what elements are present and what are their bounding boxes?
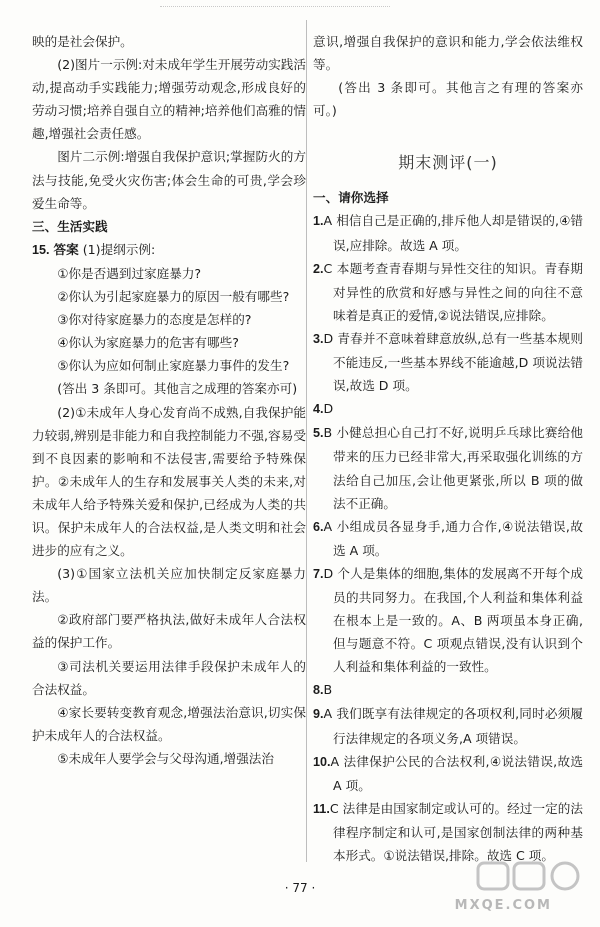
answer-note: (答出 3 条即可。其他言之有理的答案亦可。) [313,80,583,119]
answer-number: 2. [313,261,324,276]
outline-item: ③你对待家庭暴力的态度是怎样的? [57,312,252,328]
page-number: · 77 · [284,881,316,895]
answer-item [313,562,583,678]
answer-number: 9. [313,707,324,722]
answer-letter: D [323,565,334,581]
picture-one-example: (2)图片一示例:对未成年学生开展劳动实践活动,提高动手实践能力;增强劳动观念,形成良好的劳动习惯;培养自强自立的精神;培养他们高雅的情趣,增强社会责任感。 [32,57,306,142]
answer-part-2: (2)①未成年人身心发育尚不成熟,自我保护能力较弱,辨别是非能力和自我控制能力不强,容易受到不良因素的影响和不法侵害,需要给予特殊保护。②未成年人的生存和发展事关人类的未来,对未成年人给予特殊关爱和保护,已经成为人类的共识。保护未成年人的合法权益,是人类文明和社会进步的应有之义。 [32,404,306,559]
answer-explanation: 个人是集体的细胞,集体的发展离不开每个成员的共同努力。在我国,个人利益和集体利益在根本上是一致的。A、B 两项虽本身正确,但与题意不符。C 项观点错误,没有认识到个人利益和集体利益的一致性。 [333,565,583,675]
answer-explanation: 青春并不意味着肆意放纵,总有一些基本规则不能违反,一些基本界线不能逾越,D 项说法错误,故选 D 项。 [333,330,583,394]
answer-explanation: 法律是由国家制定或认可的。经过一定的法律程序制定和认可,是国家创制法律的两种基本形式。①说法错误,排除。故选 C 项。 [333,800,583,863]
answer-number: 5. [313,426,324,441]
answer-explanation: 相信自己是正确的,排斥他人却是错误的,④错误,应排除。故选 A 项。 [333,213,583,253]
picture-two-example: 图片二示例:增强自我保护意识;掌握防火的方法与技能,免受火灾伤害;体会生命的可贵,学会珍爱生命等。 [32,149,306,211]
answer-explanation: 我们既享有法律规定的各项权利,同时必须履行法律规定的各项义务,A 项错误。 [333,706,583,746]
outline-item: ⑤你认为应如何制止家庭暴力事件的发生? [57,358,290,374]
answer-number: 11. [313,801,330,816]
answer-letter: B [323,682,333,698]
section-heading-choice: 一、请你选择 [313,190,389,206]
answer-explanation: 小组成员各显身手,通力合作,④说法错误,故选 A 项。 [333,518,583,558]
answer-part-3: (3)①国家立法机关应加快制定反家庭暴力法。 [32,566,306,605]
answer-number: 4. [313,402,324,417]
answer-item [313,397,583,421]
text-line: 意识,增强自我保护的意识和能力,学会依法维权等。 [313,34,583,73]
answer-label: 答案 [53,241,79,257]
answer-item [313,515,583,562]
top-page-edge [160,0,390,7]
section-heading-life-practice: 三、生活实践 [32,218,108,234]
answer-letter: A [323,518,333,534]
answer-letter: C [323,260,333,276]
answer-item [313,678,583,702]
answer-number: 3. [313,331,324,346]
answer-list [313,209,583,867]
answer-item [313,750,583,797]
answer-part-3-item: ⑤未成年人要学会与父母沟通,增强法治 [57,750,274,766]
watermark-text: MXQE.COM [454,898,552,913]
answer-explanation: 本题考查青春期与异性交往的知识。青春期对异性的欣赏和好感与异性之间的向往不意味着是真正的爱情,②说法错误,应排除。 [333,260,584,323]
answer-item [313,702,583,749]
answer-text: (1)提纲示例: [82,241,156,257]
answer-letter: B [323,425,333,441]
answer-number: 1. [313,214,324,229]
answer-number: 8. [313,683,324,698]
answer-note: (答出 3 条即可。其他言之成理的答案亦可) [57,381,298,397]
answer-item [313,327,583,397]
answer-letter: A [323,213,333,229]
watermark-logo [454,857,588,919]
answer-letter: D [323,401,334,417]
question-number: 15. [32,242,50,257]
answer-part-3-item: ②政府部门要严格执法,做好未成年人合法权益的保护工作。 [32,612,306,651]
section-title: 期末测评(一) [398,153,498,173]
outline-item: ①你是否遇到过家庭暴力? [57,265,202,281]
answer-number: 10. [313,754,331,769]
column-divider [306,20,307,862]
question-15 [32,238,306,262]
text-line: 映的是社会保护。 [32,34,133,49]
answer-explanation: 法律保护公民的合法权利,④说法错误,故选 A 项。 [333,753,583,793]
answer-number: 7. [313,566,324,581]
right-column [313,30,583,867]
answer-part-3-item: ③司法机关要运用法律手段保护未成年人的合法权益。 [32,658,306,697]
answer-item [313,209,583,256]
answer-number: 6. [313,519,324,534]
answer-item [313,421,583,514]
left-column [32,30,306,770]
outline-item: ②你认为引起家庭暴力的原因一般有哪些? [57,289,290,305]
outline-item: ④你认为家庭暴力的危害有哪些? [57,335,239,351]
answer-letter: C [329,800,339,816]
answer-part-3-item: ④家长要转变教育观念,增强法治意识,切实保护未成年人的合法权益。 [32,704,306,743]
answer-letter: A [323,706,333,722]
answer-letter: D [323,330,334,346]
answer-letter: A [330,753,340,769]
answer-item [313,257,583,327]
answer-explanation: 小健总担心自己打不好,说明乒乓球比赛给他带来的压力已经非常大,再采取强化训练的方法给自己加压,会让他更紧张,所以 B 项的做法不正确。 [333,425,583,511]
